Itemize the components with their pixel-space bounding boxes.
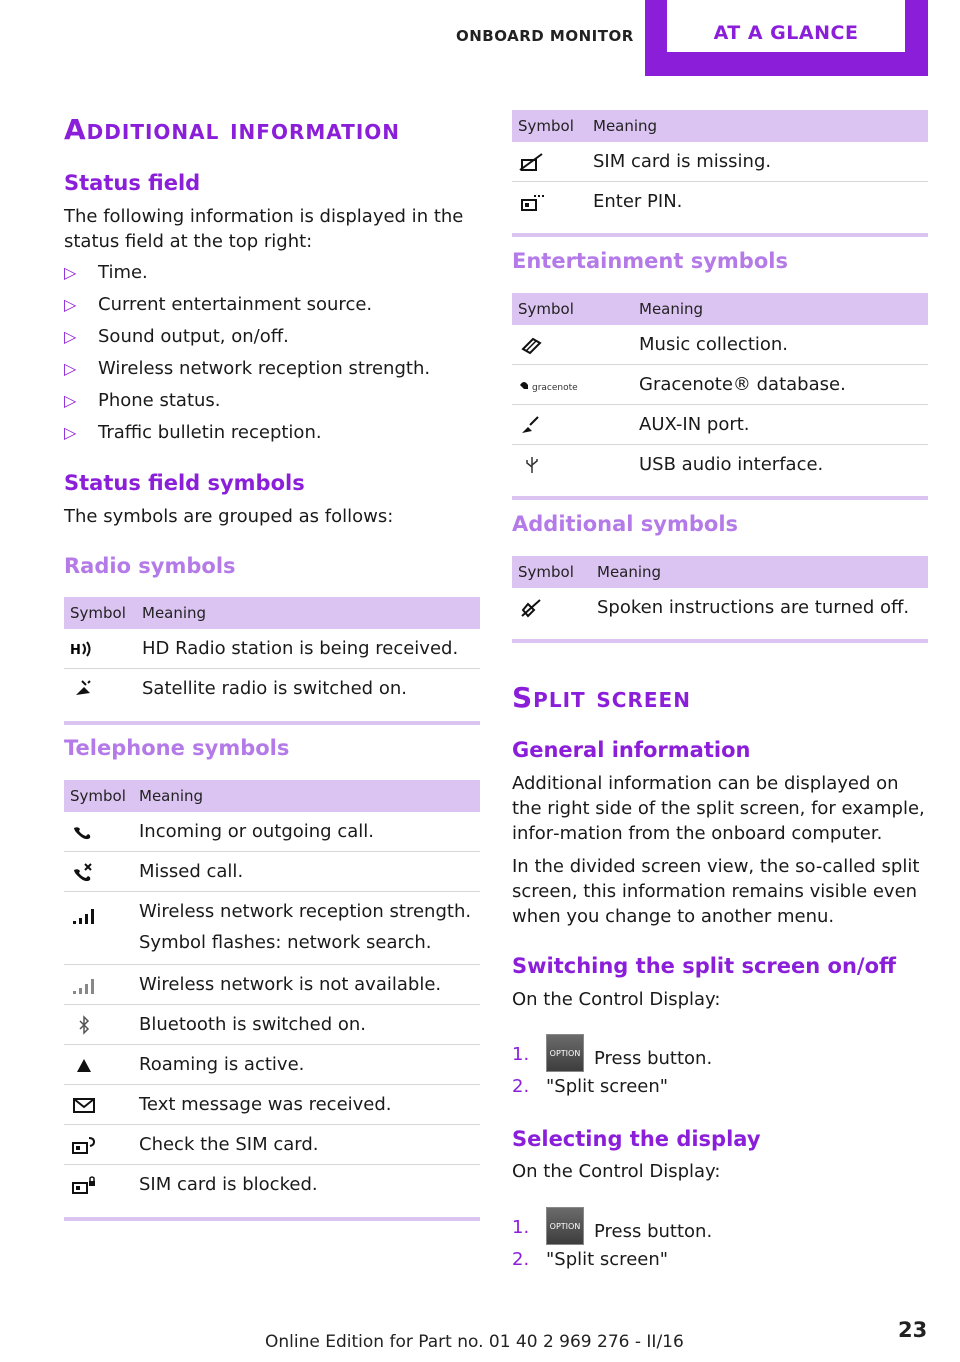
option-button-icon: OPTION [546, 1034, 584, 1072]
page-number: 23 [898, 1318, 928, 1342]
switch-intro: On the Control Display: [512, 989, 721, 1010]
table-row: Text message was received. [64, 1085, 480, 1125]
bullet-triangle-icon: ▷ [64, 359, 77, 378]
table-end-rule [64, 721, 480, 725]
list-item: ▷ Phone status. [64, 390, 221, 411]
col-symbol: Symbol [512, 556, 591, 588]
list-item: 1. OPTION Press button. [512, 1040, 928, 1072]
enter-pin-icon [518, 192, 546, 212]
list-item: 2. "Split screen" [512, 1249, 669, 1270]
aux-in-icon [518, 415, 546, 435]
hd-radio-icon [70, 639, 98, 659]
table-row: gracenote Gracenote® database. [512, 365, 928, 405]
entertainment-table [512, 293, 928, 500]
table-row: Satellite radio is switched on. [64, 669, 480, 709]
status-symbols-intro: The symbols are grouped as follows: [64, 506, 394, 527]
radio-table [64, 597, 480, 725]
col-meaning: Meaning [133, 780, 480, 812]
col-symbol: Symbol [64, 780, 133, 812]
signal-strength-icon [70, 905, 98, 925]
spoken-off-icon [518, 598, 546, 618]
missed-call-icon [70, 862, 98, 882]
bullet-triangle-icon: ▷ [64, 423, 77, 442]
radio-heading: Radio symbols [64, 554, 236, 578]
gracenote-icon [518, 375, 588, 395]
general-info-text-1: Additional information can be displayed on the right side of the split screen, for example, infor‐mation from the onboard computer. [512, 773, 925, 844]
music-collection-icon [518, 335, 546, 355]
col-meaning: Meaning [591, 556, 928, 588]
table-row: Bluetooth is switched on. [64, 1005, 480, 1045]
table-end-rule [64, 1217, 480, 1221]
col-meaning: Meaning [136, 597, 480, 629]
bullet-triangle-icon: ▷ [64, 263, 77, 282]
table-row: Wireless network reception strength. Symbol flashes: network search. [64, 892, 480, 965]
switch-steps [512, 1040, 928, 1104]
status-field-list [64, 262, 480, 454]
list-item: ▷ Wireless network reception strength. [64, 358, 431, 379]
bullet-triangle-icon: ▷ [64, 327, 77, 346]
list-item: ▷ Time. [64, 262, 148, 283]
table-row: AUX-IN port. [512, 405, 928, 445]
table-row: Check the SIM card. [64, 1125, 480, 1165]
usb-icon [518, 455, 546, 475]
bluetooth-icon [70, 1015, 98, 1035]
satellite-icon [70, 679, 98, 699]
chapter-tab-label: AT A GLANCE [667, 0, 905, 52]
col-symbol: Symbol [64, 597, 136, 629]
table-row: Roaming is active. [64, 1045, 480, 1085]
edition-footer: Online Edition for Part no. 01 40 2 969 276 - II/16 [265, 1332, 684, 1352]
col-symbol: Symbol [512, 110, 587, 142]
list-item: ▷ Sound output, on/off. [64, 326, 289, 347]
status-symbols-heading: Status field symbols [64, 471, 305, 495]
select-intro: On the Control Display: [512, 1161, 721, 1182]
list-item: ▷ Current entertainment source. [64, 294, 373, 315]
section-title: Additional information [64, 113, 401, 146]
table-end-rule [512, 496, 928, 500]
switch-heading: Switching the split screen on/off [512, 954, 897, 978]
table-row: Incoming or outgoing call. [64, 812, 480, 852]
bullet-triangle-icon: ▷ [64, 295, 77, 314]
list-item: 1. OPTION Press button. [512, 1213, 928, 1245]
table-row: H HD Radio station is being received. [64, 629, 480, 669]
telephone-table [64, 780, 480, 1221]
roaming-icon [70, 1055, 98, 1075]
chapter-tab [645, 0, 928, 76]
table-row: Missed call. [64, 852, 480, 892]
running-header: ONBOARD MONITOR [456, 27, 634, 45]
list-item: 2. "Split screen" [512, 1076, 669, 1097]
col-meaning: Meaning [633, 293, 928, 325]
table-end-rule [512, 639, 928, 643]
call-icon [70, 822, 98, 842]
entertainment-heading: Entertainment symbols [512, 249, 788, 273]
table-row: Wireless network is not available. [64, 965, 480, 1005]
sim-blocked-icon [70, 1175, 98, 1195]
option-button-icon: OPTION [546, 1207, 584, 1245]
svg-text:gracenote: gracenote [532, 383, 578, 393]
message-icon [70, 1095, 98, 1115]
sim-missing-icon [518, 152, 546, 172]
table-row: USB audio interface. [512, 445, 928, 485]
col-symbol: Symbol [512, 293, 633, 325]
table-row: SIM card is missing. [512, 142, 928, 182]
general-info-text-2: In the divided screen view, the so-called split screen, this information remains visible even when you change to another menu. [512, 856, 920, 927]
table-end-rule [512, 233, 928, 237]
list-item: ▷ Traffic bulletin reception. [64, 422, 322, 443]
select-steps [512, 1213, 928, 1277]
sim-table [512, 110, 928, 237]
table-row: Music collection. [512, 325, 928, 365]
general-info-heading: General information [512, 738, 751, 762]
col-meaning: Meaning [587, 110, 928, 142]
sim-check-icon [70, 1135, 98, 1155]
table-row: Enter PIN. [512, 182, 928, 222]
table-row: SIM card is blocked. [64, 1165, 480, 1205]
status-field-heading: Status field [64, 171, 201, 195]
table-row: Spoken instructions are turned off. [512, 588, 928, 627]
bullet-triangle-icon: ▷ [64, 391, 77, 410]
select-heading: Selecting the display [512, 1127, 761, 1151]
additional-heading: Additional symbols [512, 512, 739, 536]
no-signal-icon [70, 975, 98, 995]
split-screen-title: Split screen [512, 681, 691, 714]
status-field-intro: The following information is displayed in the status field at the top right: [64, 206, 464, 252]
additional-table [512, 556, 928, 643]
svg-text:H: H [70, 643, 81, 658]
telephone-heading: Telephone symbols [64, 736, 290, 760]
